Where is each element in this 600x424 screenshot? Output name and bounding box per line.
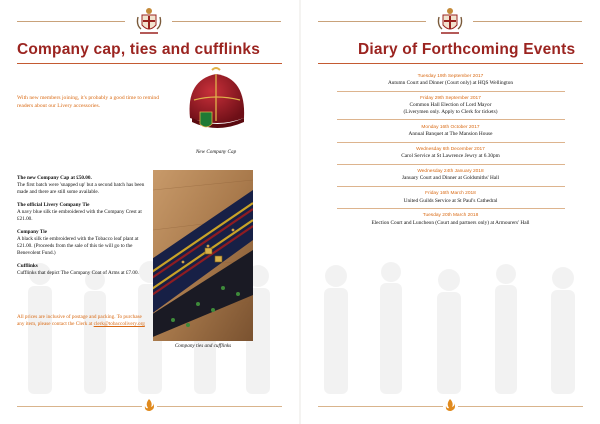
product-item <box>17 229 147 256</box>
clerk-email-link[interactable]: clerk@tobaccolivery.org <box>93 321 145 328</box>
flame-icon <box>143 398 155 412</box>
page-title: Company cap, ties and cufflinks <box>17 41 261 58</box>
product-item <box>17 175 147 196</box>
event-description: Common Hall Election of Lord Mayor <box>409 102 492 109</box>
event-date: Wednesday 24th January 2018 <box>417 169 484 175</box>
event-divider <box>337 186 565 187</box>
event-divider <box>337 91 565 92</box>
event-entry <box>301 74 600 92</box>
header-rule-right <box>172 21 281 22</box>
product-heading: The official Livery Company Tie <box>17 202 90 209</box>
event-note: (Liverymen only. Apply to Clerk for tickets) <box>403 109 498 116</box>
event-entry <box>301 147 600 165</box>
ties-caption: Company ties and cufflinks <box>174 343 232 349</box>
cap-caption: New Company Cap <box>195 149 237 155</box>
product-heading: Company Tie <box>17 229 47 236</box>
event-date: Monday 16th October 2017 <box>421 125 480 131</box>
event-divider <box>337 208 565 209</box>
header-rule-left <box>318 21 426 22</box>
product-description: A black silk tie embroidered with the Tobacco leaf plant at £21.00. (Proceeds from the sale of this tie will go to the Benevolent Fund.) <box>17 236 139 256</box>
page-title: Diary of Forthcoming Events <box>358 41 576 58</box>
flame-icon <box>444 398 456 412</box>
intro-text: With new members joining, it's probably a good time to remind readers about our Livery accessories. <box>17 95 160 109</box>
product-heading: Cufflinks <box>17 263 38 270</box>
company-cap-photo <box>182 66 252 138</box>
product-description: A navy blue silk tie embroidered with the Company Crest at £21.00. <box>17 208 142 222</box>
product-heading: The new Company Cap at £50.00. <box>17 175 92 181</box>
event-entry <box>301 96 600 120</box>
pricing-note <box>17 314 147 328</box>
event-description: United Guilds Service at St Paul's Cathedral <box>403 197 498 204</box>
pricing-text: All prices are inclusive of postage and packing. To purchase any item, please contact the Clerk at <box>17 314 142 328</box>
soldiers-watermark <box>301 254 600 394</box>
title-underline <box>17 63 282 64</box>
product-item <box>17 263 147 277</box>
event-divider <box>337 164 565 165</box>
event-description: Election Court and Luncheon (Court and partners only) at Armourers' Hall <box>371 219 530 226</box>
title-underline <box>318 63 583 64</box>
event-entry <box>301 213 600 226</box>
event-date: Wednesday 6th December 2017 <box>416 147 485 153</box>
event-entry <box>301 169 600 187</box>
product-list <box>17 175 147 283</box>
right-page <box>301 0 600 424</box>
event-description: Carol Service at St Lawrence Jewry at 6.30pm <box>401 153 500 160</box>
footer-rule-left <box>17 406 142 407</box>
event-date: Friday 16th March 2018 <box>425 191 476 197</box>
event-date: Tuesday 20th March 2018 <box>422 213 479 219</box>
event-description: Annual Banquet at The Mansion House <box>408 131 493 138</box>
event-description: January Court and Dinner at Goldsmiths' Hall <box>401 175 500 182</box>
event-divider <box>337 142 565 143</box>
coat-of-arms-icon <box>437 7 463 37</box>
product-description: Cufflinks that depict The Company Coat of Arms at £7.00. <box>17 269 139 276</box>
header-rule-left <box>17 21 125 22</box>
event-divider <box>337 119 565 120</box>
event-entry <box>301 125 600 143</box>
header-rule-right <box>473 21 582 22</box>
product-description: The first batch were 'snapped up' but a second batch has been made and there are still some available. <box>17 181 145 195</box>
event-description: Autumn Court and Dinner (Court only) at HQS Wellington <box>387 80 514 87</box>
events-list <box>301 74 600 231</box>
ties-and-cufflinks-photo <box>153 170 253 341</box>
footer-rule-left <box>318 406 443 407</box>
coat-of-arms-icon <box>136 7 162 37</box>
event-date: Tuesday 19th September 2017 <box>417 74 484 79</box>
footer-rule-right <box>458 406 583 407</box>
event-entry <box>301 191 600 209</box>
product-item <box>17 202 147 223</box>
footer-rule-right <box>157 406 282 407</box>
left-page <box>0 0 299 424</box>
event-date: Friday 29th September 2017 <box>420 96 481 102</box>
